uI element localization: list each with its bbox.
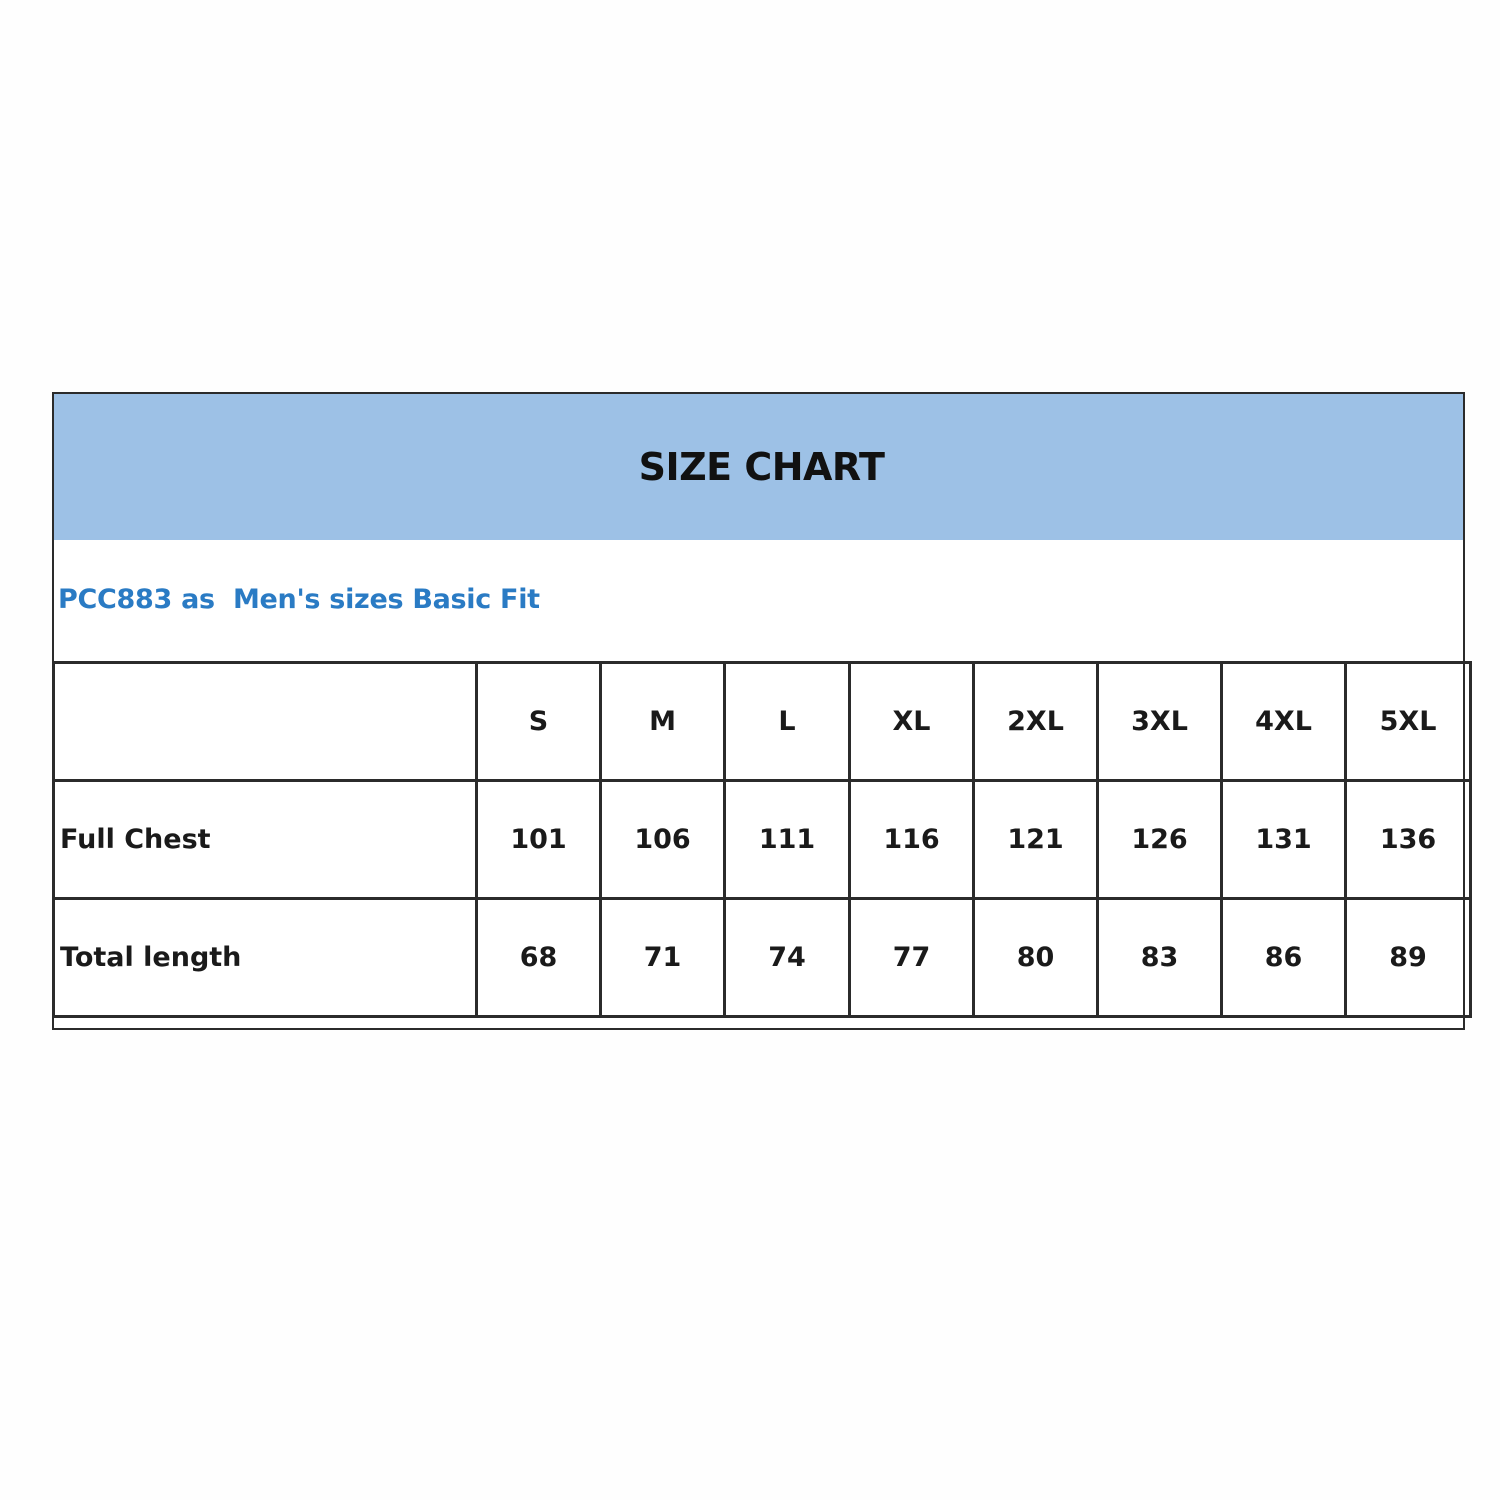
table-row [54,781,1471,899]
chart-title: SIZE CHART [638,445,885,489]
size-chart [52,392,1465,1030]
table-cell: 116 [850,781,974,899]
size-header-cell: M [601,663,725,781]
size-header-cell: 5XL [1346,663,1471,781]
size-header-cell: S [477,663,601,781]
size-header-cell: L [725,663,850,781]
table-header-row [54,663,1471,781]
table-cell: 68 [477,899,601,1017]
table-cell: 131 [1222,781,1346,899]
table-cell: 71 [601,899,725,1017]
table-cell: 106 [601,781,725,899]
table-cell: 86 [1222,899,1346,1017]
table-cell: 83 [1098,899,1222,1017]
chart-subtitle: PCC883 as Men's sizes Basic Fit [58,584,540,615]
table-cell: 77 [850,899,974,1017]
row-label-total-length: Total length [54,899,477,1017]
row-label-full-chest: Full Chest [54,781,477,899]
table-cell: 89 [1346,899,1471,1017]
table-row [54,899,1471,1017]
table-cell: 80 [974,899,1098,1017]
table-cell: 121 [974,781,1098,899]
title-band [54,394,1463,540]
table-cell: 111 [725,781,850,899]
table-cell: 136 [1346,781,1471,899]
size-header-cell: 2XL [974,663,1098,781]
table-cell: 126 [1098,781,1222,899]
table-cell: 74 [725,899,850,1017]
table-corner-cell [54,663,477,781]
table-cell: 101 [477,781,601,899]
size-header-cell: XL [850,663,974,781]
size-table [52,661,1472,1018]
size-header-cell: 3XL [1098,663,1222,781]
size-header-cell: 4XL [1222,663,1346,781]
